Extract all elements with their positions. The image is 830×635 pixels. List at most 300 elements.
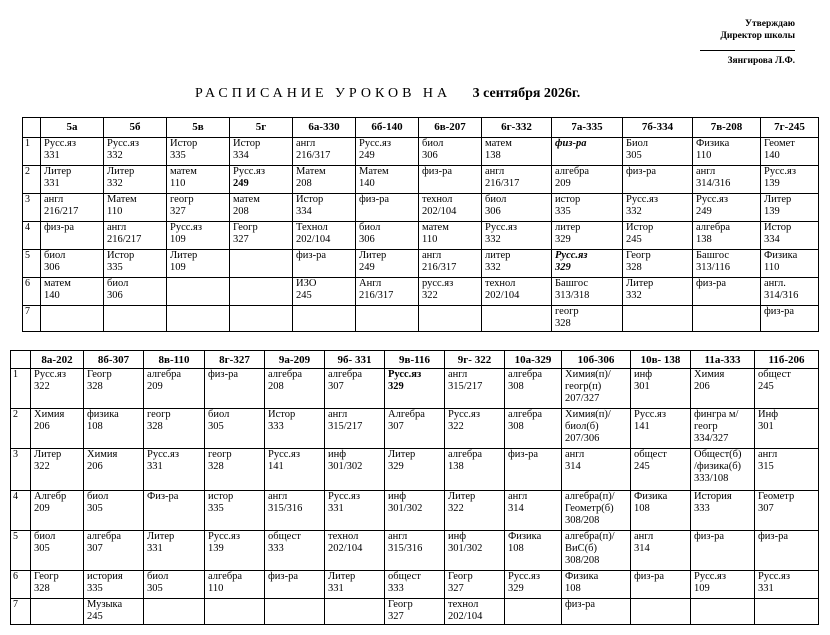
lesson-text: матем [422,222,449,233]
lesson-cell [693,306,761,332]
lesson-cell [84,491,144,531]
lesson-text: 331 [328,503,344,514]
lesson-text: 328 [626,262,642,273]
lesson-text: 308/208 [565,515,600,526]
lesson-text: Русс.яз [764,166,797,177]
table-row [11,531,819,571]
lesson-text: 334 [296,206,312,217]
lesson-text: 138 [696,234,712,245]
lesson-text: 327 [388,611,404,622]
lesson-cell [623,166,693,194]
class-header: 7б-334 [623,118,693,138]
lesson-text: технол [422,194,453,205]
class-header: 10а-329 [505,351,562,369]
lesson-text: физ-ра [508,449,538,460]
lesson-text: физ-ра [626,166,656,177]
lesson-cell [293,166,356,194]
lesson-text: 140 [44,290,60,301]
lesson-cell [562,599,631,625]
lesson-text: физ-ра [696,278,726,289]
lesson-text: Русс.яз [758,571,791,582]
lesson-text: Русс.яз [555,250,588,261]
lesson-cell [482,306,552,332]
lesson-text: Химия(п)/ [565,409,611,420]
lesson-text: Биол [626,138,648,149]
lesson-text: 322 [448,421,464,432]
lesson-cell [265,369,325,409]
lesson-cell [41,166,104,194]
lesson-text: 331 [147,543,163,554]
lesson-text: Геогр [233,222,258,233]
lesson-cell [631,409,691,449]
lesson-text: алгебра [328,369,363,380]
lesson-text: 314 [634,543,650,554]
lesson-text: 109 [170,234,186,245]
class-header: 9б- 331 [325,351,385,369]
lesson-cell [505,409,562,449]
lesson-cell [482,138,552,166]
lesson-text: 249 [696,206,712,217]
lesson-text: 209 [34,503,50,514]
lesson-cell [691,491,755,531]
lesson-cell [562,531,631,571]
lesson-cell [631,531,691,571]
lesson-text: англ [696,166,716,177]
lesson-text: 327 [233,234,249,245]
lesson-cell [265,531,325,571]
lesson-text: Литер [44,166,72,177]
lesson-text: Физика [565,571,599,582]
lesson-text: физ-ра [764,306,794,317]
lesson-cell [31,449,84,491]
lesson-cell [623,250,693,278]
lesson-text: 315/217 [328,421,363,432]
lesson-cell [293,306,356,332]
lesson-cell [445,449,505,491]
lesson-text: Русс.яз [694,571,727,582]
lesson-cell [265,599,325,625]
lesson-text: 308/208 [565,555,600,566]
lesson-text: 308 [508,381,524,392]
lesson-cell [693,278,761,306]
lesson-number: 5 [23,250,41,278]
lesson-text: 328 [555,318,571,329]
lesson-text: Русс.яз [508,571,541,582]
lesson-cell [356,138,419,166]
lesson-cell [761,250,819,278]
lesson-text: 108 [87,421,103,432]
lesson-number: 1 [23,138,41,166]
lesson-text: литер [485,250,511,261]
lesson-cell [84,531,144,571]
lesson-text: 305 [147,583,163,594]
lesson-cell [230,194,293,222]
lesson-text: Русс.яз [170,222,203,233]
lesson-text: 216/217 [44,206,79,217]
lesson-text: /физика(б) [694,461,742,472]
lesson-cell [755,449,819,491]
lesson-text: 332 [485,262,501,273]
lesson-number: 7 [23,306,41,332]
lesson-text: 301/302 [388,503,423,514]
lesson-text: биол [147,571,169,582]
lesson-text: 314 [565,461,581,472]
lesson-cell [552,194,623,222]
lesson-cell [205,409,265,449]
lesson-text: 306 [44,262,60,273]
lesson-cell [41,278,104,306]
lesson-text: биол [107,278,129,289]
lesson-text: 305 [208,421,224,432]
lesson-text: геогр [208,449,232,460]
class-header: 6в-207 [419,118,482,138]
lesson-text: Литер [328,571,356,582]
class-header: 5в [167,118,230,138]
lesson-number: 6 [23,278,41,306]
lesson-cell [755,491,819,531]
table-row [23,138,819,166]
lesson-text: 301/302 [448,543,483,554]
lesson-text: 202/104 [328,543,363,554]
lesson-text: Русс.яз [268,449,301,460]
lesson-text: 329 [388,461,404,472]
class-header: 8г-327 [205,351,265,369]
lesson-text: физ-ра [208,369,238,380]
lesson-text: 333 [388,583,404,594]
lesson-text: геогр [555,306,579,317]
lesson-cell [230,138,293,166]
lesson-text: англ [268,491,288,502]
lesson-cell [104,278,167,306]
class-header: 11б-206 [755,351,819,369]
lesson-cell [144,571,205,599]
lesson-cell [356,306,419,332]
lesson-cell [167,222,230,250]
lesson-text: Русс.яз [44,138,77,149]
lesson-cell [356,166,419,194]
lesson-cell [552,222,623,250]
lesson-cell [230,278,293,306]
lesson-text: Физика [764,250,798,261]
lesson-cell [325,449,385,491]
lesson-text: Литер [107,166,135,177]
lesson-cell [84,599,144,625]
lesson-text: Геометр [758,491,795,502]
lesson-text: 335 [208,503,224,514]
class-header: 10в- 138 [631,351,691,369]
lesson-text: 108 [565,583,581,594]
lesson-cell [205,599,265,625]
lesson-text: Русс.яз [626,194,659,205]
lesson-text: 207/306 [565,433,600,444]
lesson-cell [104,250,167,278]
lesson-text: 332 [107,150,123,161]
lesson-cell [385,491,445,531]
lesson-text: 202/104 [448,611,483,622]
lesson-text: 208 [296,178,312,189]
lesson-text: 216/317 [359,290,394,301]
lesson-text: инф [448,531,467,542]
lesson-text: 333 [268,543,284,554]
lesson-text: Физика [508,531,542,542]
lesson-text: 216/317 [422,262,457,273]
lesson-cell [325,409,385,449]
lesson-text: 109 [694,583,710,594]
lesson-text: биол(б) [565,421,599,432]
lesson-text: Русс.яз [208,531,241,542]
approve-label: Утверждаю [745,19,795,29]
lesson-text: 332 [485,234,501,245]
lesson-text: Русс.яз [448,409,481,420]
lesson-text: Матем [359,166,389,177]
lesson-text: Русс.яз [328,491,361,502]
lesson-text: биол [422,138,444,149]
lesson-text: технол [328,531,359,542]
lesson-cell [325,599,385,625]
lesson-text: Инф [758,409,779,420]
lesson-text: Алгебра [388,409,425,420]
lesson-cell [755,599,819,625]
lesson-cell [755,571,819,599]
lesson-text: 315/316 [268,503,303,514]
lesson-text: общест [634,449,667,460]
lesson-number: 2 [23,166,41,194]
lesson-text: 208 [233,206,249,217]
lesson-text: Литер [388,449,416,460]
lesson-cell [293,250,356,278]
lesson-text: 306 [359,234,375,245]
lesson-text: англ [448,369,468,380]
lesson-text: биол [485,194,507,205]
lesson-text: 202/104 [485,290,520,301]
lesson-cell [505,599,562,625]
lesson-text: 331 [44,178,60,189]
lesson-cell [755,409,819,449]
lesson-cell [631,449,691,491]
lesson-cell [230,250,293,278]
lesson-text: литер [555,222,581,233]
lesson-cell [562,491,631,531]
lesson-text: 322 [34,381,50,392]
lesson-text: история [87,571,123,582]
lesson-cell [385,409,445,449]
lesson-text: алгебра [448,449,483,460]
lesson-cell [144,449,205,491]
lesson-text: физ-ра [565,599,595,610]
lesson-text: инф [634,369,653,380]
table-row [23,306,819,332]
lesson-text: 305 [87,503,103,514]
lesson-cell [31,369,84,409]
lesson-cell [631,491,691,531]
lesson-cell [419,222,482,250]
lesson-cell [755,369,819,409]
class-header: 9а-209 [265,351,325,369]
lesson-cell [385,531,445,571]
lesson-cell [552,306,623,332]
lesson-cell [482,194,552,222]
lesson-number: 2 [11,409,31,449]
lesson-text: матем [233,194,260,205]
lesson-cell [104,222,167,250]
lesson-text: биол [208,409,230,420]
class-header: 10б-306 [562,351,631,369]
lesson-text: 110 [696,150,712,161]
table-header-row [23,118,819,138]
lesson-text: 315/217 [448,381,483,392]
lesson-cell [505,369,562,409]
lesson-text: 216/317 [485,178,520,189]
lesson-text: Геогр [448,571,473,582]
lesson-text: Истор [107,250,135,261]
lesson-text: алгебра [268,369,303,380]
lesson-text: 333 [694,503,710,514]
lesson-text: технол [448,599,479,610]
table-row [23,250,819,278]
lesson-text: Башгос [696,250,729,261]
lesson-text: 328 [34,583,50,594]
lesson-text: геогр [147,409,171,420]
lesson-text: Матем [107,194,137,205]
lesson-cell [691,599,755,625]
lesson-text: Русс.яз [388,369,422,380]
lesson-text: 202/104 [296,234,331,245]
class-header: 5а [41,118,104,138]
lesson-text: Общест(б) [694,449,742,460]
lesson-cell [482,166,552,194]
lesson-cell [691,449,755,491]
lesson-text: инф [328,449,347,460]
lesson-text: 249 [359,262,375,273]
lesson-cell [385,571,445,599]
lesson-cell [265,571,325,599]
class-header: 5б [104,118,167,138]
lesson-text: 313/116 [696,262,731,273]
lesson-text: 328 [87,381,103,392]
lesson-text: матем [485,138,512,149]
lesson-text: англ [485,166,505,177]
class-header: 8б-307 [84,351,144,369]
lesson-text: англ [758,449,778,460]
lesson-cell [205,531,265,571]
lesson-text: 306 [422,150,438,161]
lesson-text: 301/302 [328,461,363,472]
lesson-cell [419,194,482,222]
table-row [11,449,819,491]
table-row [11,409,819,449]
table-row [23,222,819,250]
lesson-text: Литер [34,449,62,460]
lesson-text: геогр [170,194,194,205]
lesson-cell [419,278,482,306]
lesson-text: физ-ра [555,138,587,149]
lesson-text: 139 [208,543,224,554]
lesson-cell [230,222,293,250]
lesson-text: 306 [107,290,123,301]
lesson-cell [144,491,205,531]
lesson-text: Русс.яз [485,222,518,233]
lesson-cell [293,222,356,250]
lesson-cell [265,449,325,491]
lesson-cell [623,278,693,306]
lesson-cell [562,409,631,449]
lesson-text: англ [508,491,528,502]
lesson-text: Литер [147,531,175,542]
lesson-cell [631,599,691,625]
lesson-text: 333 [268,421,284,432]
lesson-cell [356,194,419,222]
lesson-number: 7 [11,599,31,625]
approve-position: Директор школы [720,31,795,41]
lesson-cell [84,409,144,449]
lesson-text: 335 [107,262,123,273]
lesson-cell [693,194,761,222]
lesson-text: англ [388,531,408,542]
lesson-cell [144,599,205,625]
title-main: РАСПИСАНИЕ УРОКОВ НА [195,86,452,101]
lesson-cell [505,449,562,491]
lesson-cell [167,250,230,278]
lesson-cell [167,166,230,194]
lesson-text: История [694,491,732,502]
lesson-text: Матем [296,166,326,177]
lesson-text: Англ [359,278,382,289]
lesson-cell [419,250,482,278]
class-header: 9в-116 [385,351,445,369]
lesson-cell [144,369,205,409]
lesson-cell [31,531,84,571]
lesson-text: англ [44,194,64,205]
lesson-cell [693,222,761,250]
lesson-text: 110 [170,178,186,189]
lesson-cell [419,166,482,194]
lesson-cell [755,531,819,571]
lesson-text: общест [388,571,421,582]
signature-line [700,50,795,51]
lesson-text: Алгебр [34,491,67,502]
lesson-text: 329 [388,381,404,392]
lesson-cell [385,369,445,409]
lesson-text: физ-ра [634,571,664,582]
lesson-cell [325,491,385,531]
lesson-text: Физика [696,138,730,149]
lesson-cell [41,250,104,278]
lesson-cell [761,138,819,166]
lesson-text: 322 [422,290,438,301]
lesson-text: фингра м/ [694,409,739,420]
lesson-text: 306 [485,206,501,217]
lesson-cell [691,571,755,599]
lesson-cell [325,369,385,409]
lesson-cell [31,571,84,599]
lesson-text: 329 [555,262,571,273]
page-title [195,86,580,102]
lesson-text: русс.яз [422,278,454,289]
lesson-text: 333/108 [694,473,729,484]
lesson-text: 331 [328,583,344,594]
lesson-text: 216/317 [296,150,331,161]
lesson-text: Русс.яз [634,409,667,420]
lesson-text: алгебра [696,222,731,233]
lesson-text: Литер [448,491,476,502]
lesson-cell [293,278,356,306]
lesson-text: 208 [268,381,284,392]
lesson-cell [325,531,385,571]
lesson-text: Химия [87,449,118,460]
lesson-text: Русс.яз [359,138,392,149]
lesson-cell [230,306,293,332]
lesson-text: физ-ра [694,531,724,542]
